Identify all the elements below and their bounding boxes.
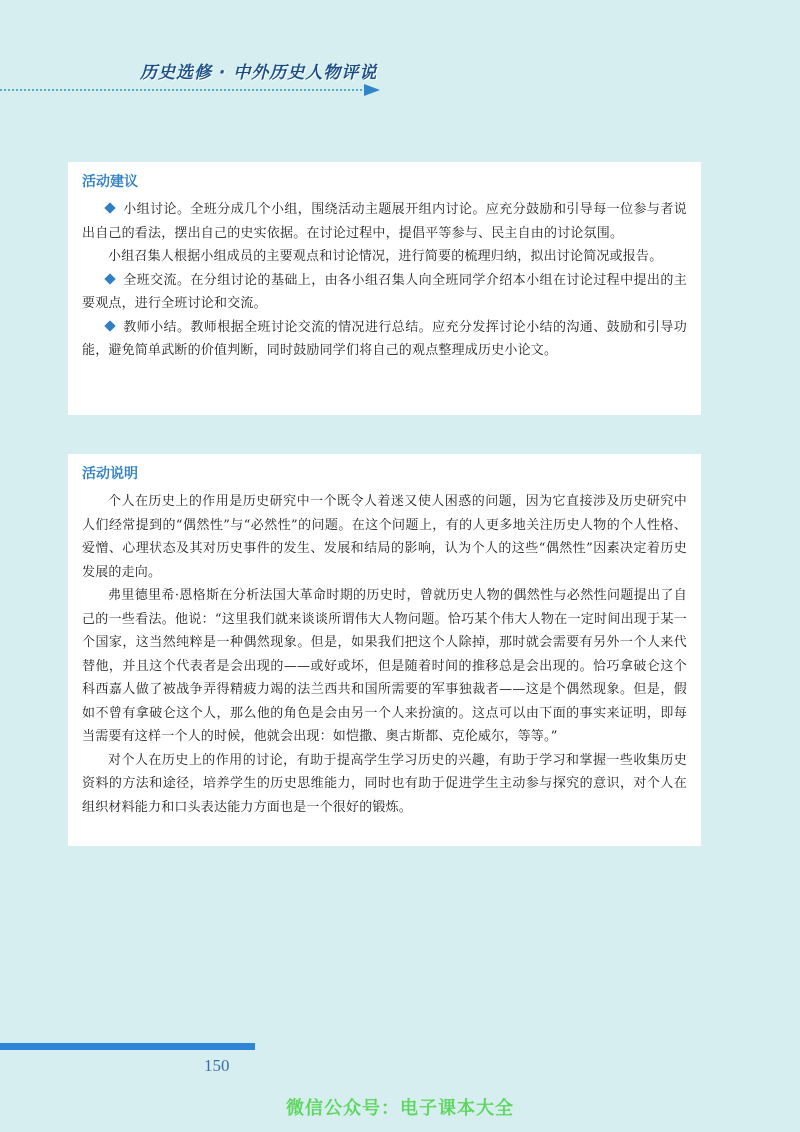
- activity-explanation-panel: [68, 454, 701, 846]
- suggestion-text: 小组召集人根据小组成员的主要观点和讨论情况，进行简要的梳理归纳，拟出讨论简况或报告。: [108, 249, 663, 264]
- footer-bar: [0, 1043, 255, 1050]
- page-number: 150: [204, 1056, 230, 1075]
- suggestion-text: 教师小结。教师根据全班讨论交流的情况进行总结。应充分发挥讨论小结的沟通、鼓励和引导功能，避免简单武断的价值判断，同时鼓励同学们将自己的观点整理成历史小论文。: [82, 319, 687, 358]
- activity-explanation-title: 活动说明: [82, 466, 138, 482]
- explanation-paragraph: 个人在历史上的作用是历史研究中一个既令人着迷又使人困惑的问题，因为它直接涉及历史研究中人们经常提到的“偶然性”与“必然性”的问题。在这个问题上，有的人更多地关注历史人物的个人性格、爱憎、心理状态及其对历史事件的发生、发展和结局的影响，认为个人的这些“偶然性”因素决定着历史发展的走向。: [82, 494, 687, 580]
- suggestion-item: [82, 269, 687, 316]
- watermark-text: 微信公众号：电子课本大全: [286, 1098, 514, 1119]
- suggestion-item: [82, 245, 687, 269]
- activity-suggestions-title: 活动建议: [82, 174, 138, 190]
- suggestion-item: [82, 316, 687, 363]
- header-arrow-icon: [364, 84, 380, 96]
- explanation-paragraph: 弗里德里希·恩格斯在分析法国大革命时期的历史时，曾就历史人物的偶然性与必然性问题提出了自己的一些看法。他说：“这里我们就来谈谈所谓伟大人物问题。恰巧某个伟大人物在一定时间出现于某一个国家，这当然纯粹是一种偶然现象。但是，如果我们把这个人除掉，那时就会需要有另外一个人来代替他，并且这个代表者是会出现的——或好或坏，但是随着时间的推移总是会出现的。恰巧拿破仑这个科西嘉人做了被战争弄得精疲力竭的法兰西共和国所需要的军事独裁者——这是个偶然现象。但是，假如不曾有拿破仑这个人，那么他的角色是会由另一个人来扮演的。这点可以由下面的事实来证明，即每当需要有这样一个人的时候，他就会出现：如恺撒、奥古斯都、克伦威尔，等等。”: [82, 588, 687, 744]
- diamond-bullet-icon: [104, 273, 115, 284]
- diamond-bullet-icon: [104, 320, 115, 331]
- diamond-bullet-icon: [104, 202, 115, 213]
- suggestion-item: [82, 198, 687, 245]
- header-dotted-rule: [0, 89, 370, 91]
- explanation-paragraph: 对个人在历史上的作用的讨论，有助于提高学生学习历史的兴趣，有助于学习和掌握一些收集历史资料的方法和途径，培养学生的历史思维能力，同时也有助于促进学生主动参与探究的意识，对个人在组织材料能力和口头表达能力方面也是一个很好的锻炼。: [82, 752, 687, 815]
- header-title: 历史选修 · 中外历史人物评说: [140, 63, 378, 83]
- activity-suggestions-panel: [68, 162, 701, 415]
- suggestion-text: 全班交流。在分组讨论的基础上，由各小组召集人向全班同学介绍本小组在讨论过程中提出的主要观点，进行全班讨论和交流。: [82, 272, 687, 311]
- suggestion-text: 小组讨论。全班分成几个小组，围绕活动主题展开组内讨论。应充分鼓励和引导每一位参与者说出自己的看法，摆出自己的史实依据。在讨论过程中，提倡平等参与、民主自由的讨论氛围。: [82, 202, 687, 241]
